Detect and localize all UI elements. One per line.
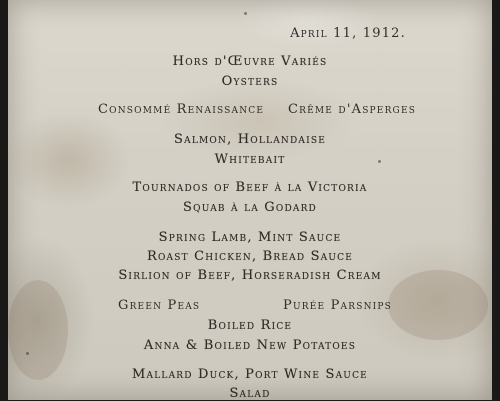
menu-item-consomme: Consommé Renaissance [98,102,265,117]
menu-item-salmon: Salmon, Hollandaise [174,132,326,147]
paper-speck [244,12,247,15]
menu-card [8,0,492,400]
menu-item-puree-parsnips: Purée Parsnips [283,298,393,313]
menu-item-squab: Squab à la Godard [183,200,317,215]
menu-item-potatoes: Anna & Boiled New Potatoes [143,338,357,353]
menu-item-whitebait: Whitebait [214,152,286,167]
menu-item-tournados: Tournados of Beef à la Victoria [132,180,368,195]
menu-item-salad: Salad [229,386,271,401]
menu-item-hors-doeuvre: Hors d'Œuvre Variés [172,54,328,69]
menu-item-roast-chicken: Roast Chicken, Bread Sauce [146,249,354,264]
menu-item-spring-lamb: Spring Lamb, Mint Sauce [158,230,342,245]
menu-item-creme-asperges: Crême d'Asperges [288,102,417,117]
menu-item-sirloin: Sirlion of Beef, Horseradish Cream [118,268,382,283]
menu-item-oysters: Oysters [221,74,279,89]
menu-date: April 11, 1912. [290,26,406,41]
menu-item-boiled-rice: Boiled Rice [207,318,293,333]
menu-item-green-peas: Green Peas [118,298,201,313]
menu-item-mallard-duck: Mallard Duck, Port Wine Sauce [132,367,368,382]
